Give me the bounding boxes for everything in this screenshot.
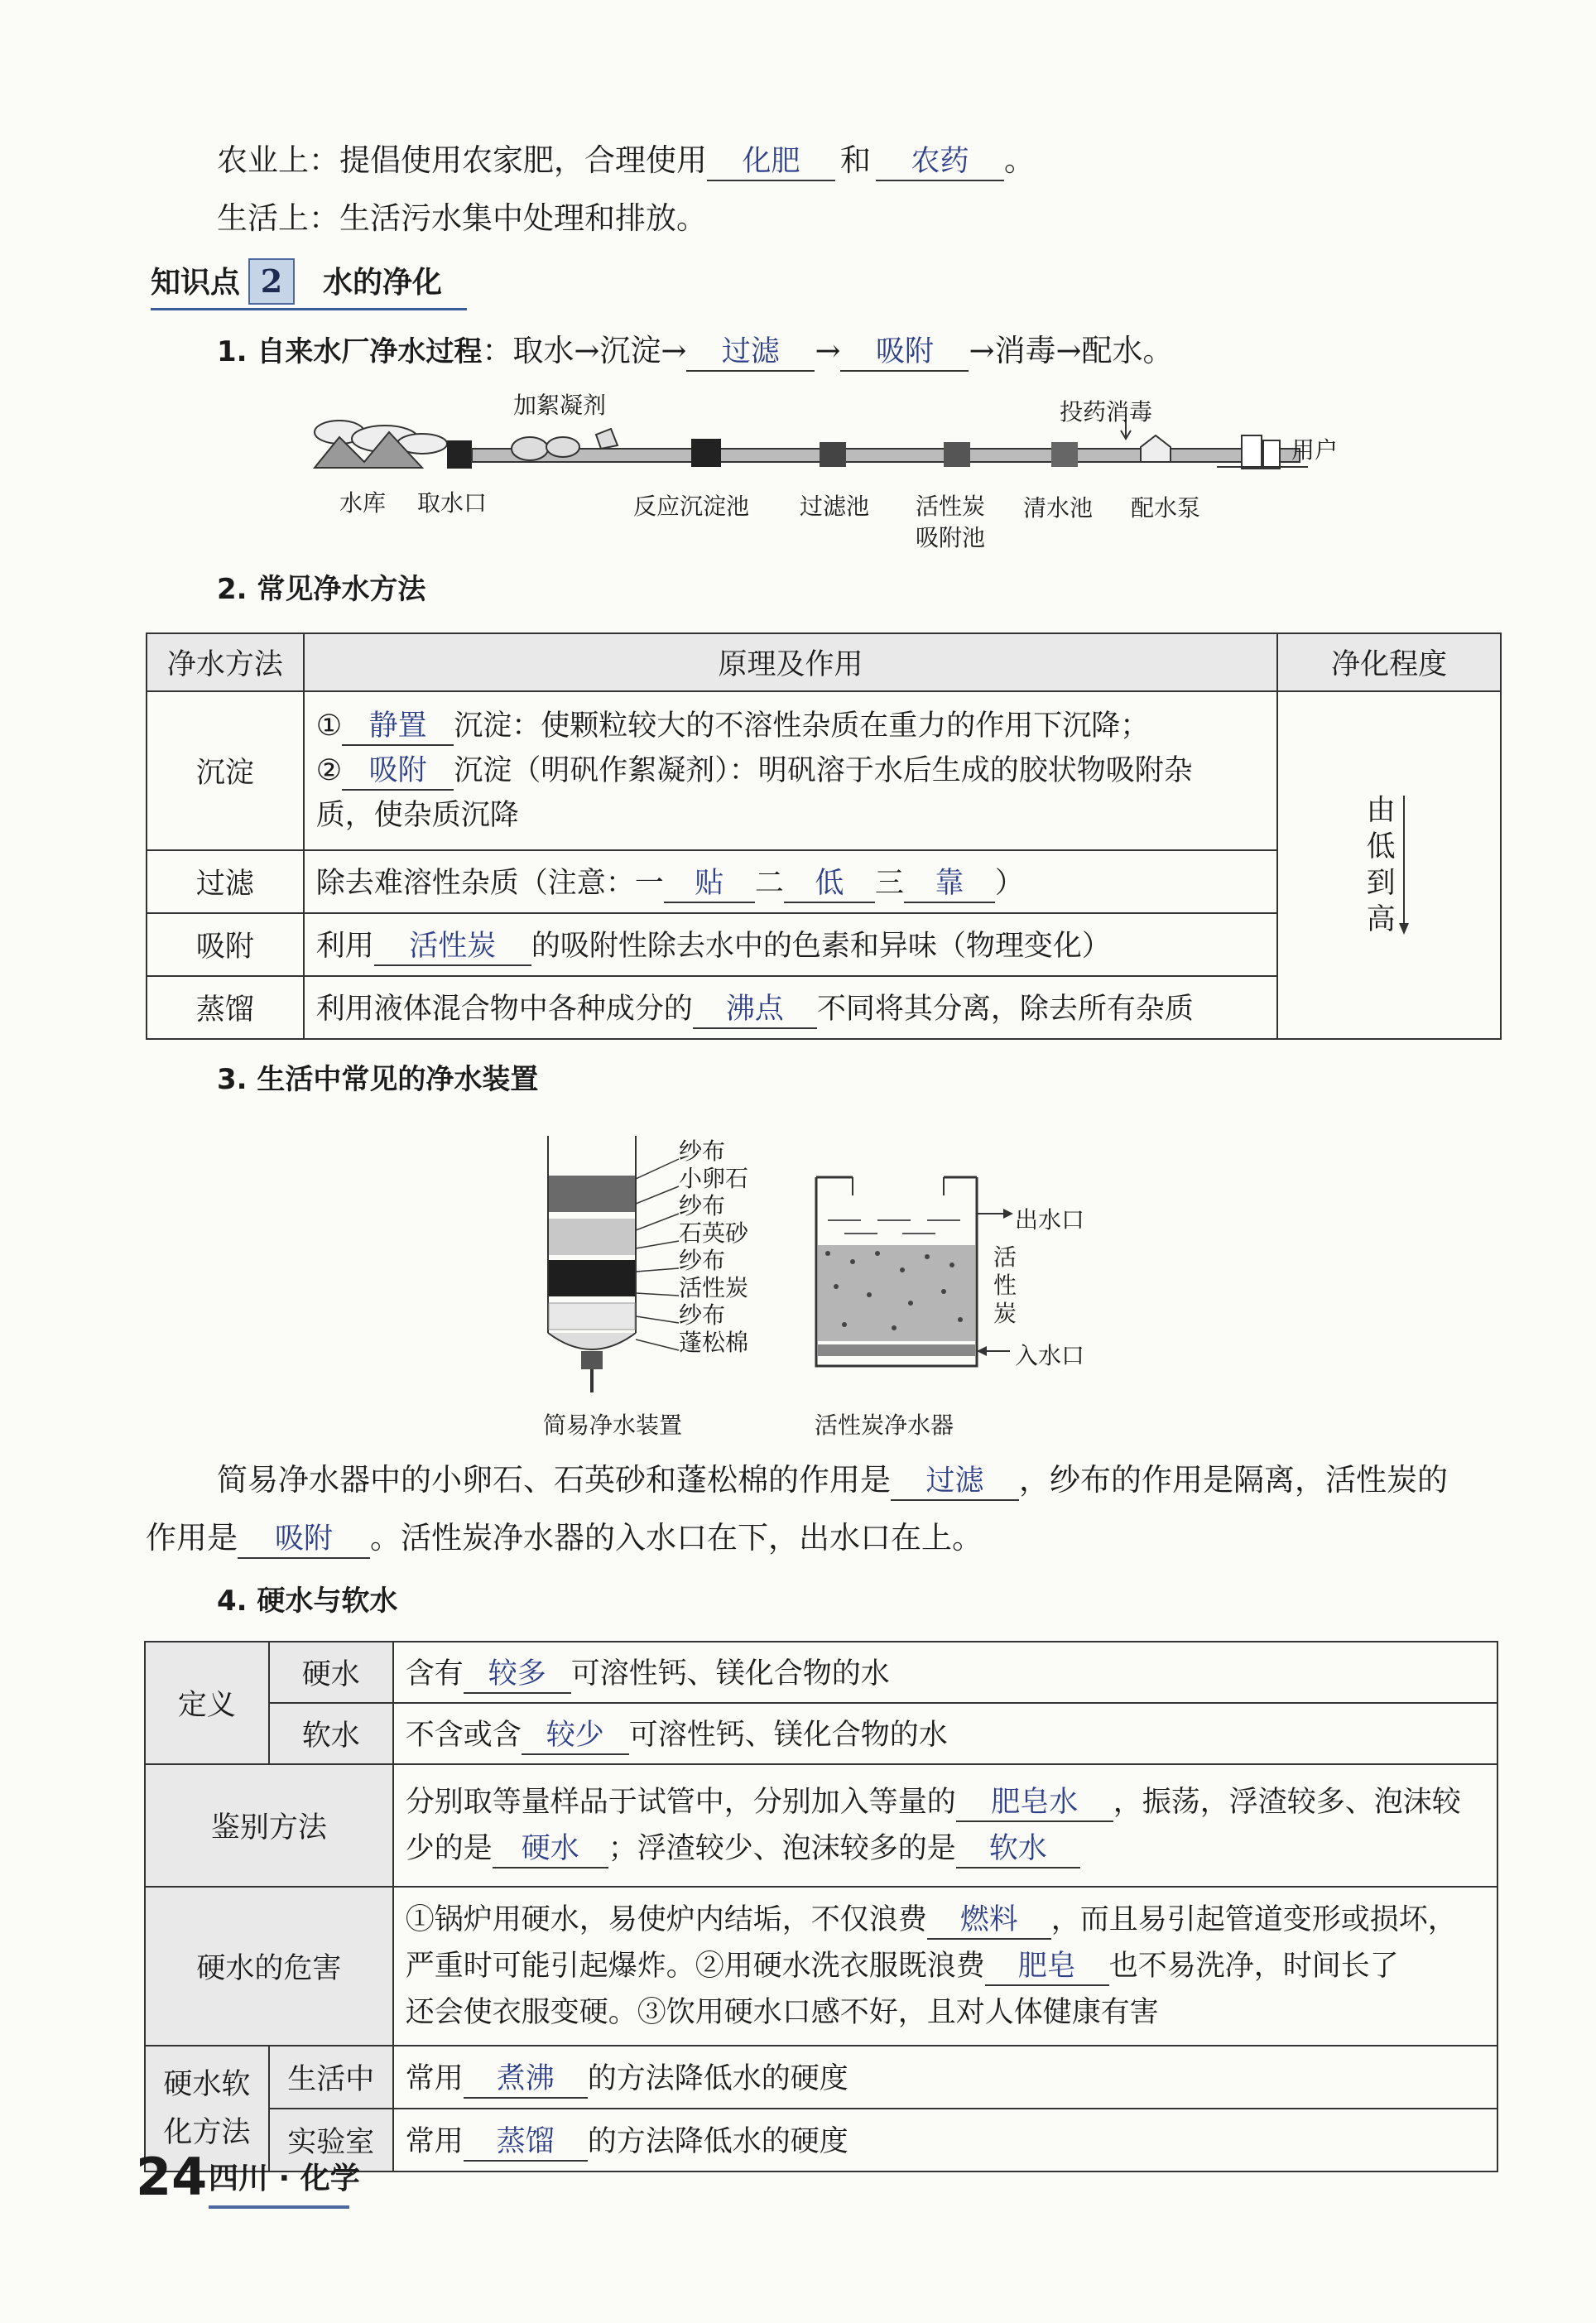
s3-para-1: 简易净水器中的小卵石、石英砂和蓬松棉的作用是 过滤 ，纱布的作用是隔离，活性炭的 (217, 1459, 1448, 1502)
footer-underline (209, 2205, 349, 2209)
method-sediment: 沉淀 (147, 691, 304, 850)
soft-label: 软水 (269, 1703, 393, 1764)
reservoir-icon (315, 421, 447, 468)
degree-cell: 由 低 到 高 (1277, 691, 1501, 1039)
answer-blank: 过滤 (891, 1463, 1019, 1501)
arrow-down-icon (1396, 792, 1412, 938)
label-flocculant: 加絮凝剂 (513, 392, 607, 419)
principle-sediment: ① 静置 沉淀：使颗粒较大的不溶性杂质在重力的作用下沉降； ② 吸附 沉淀（明矾作絮凝剂）：明矾溶于水后生成的胶状物吸附杂 质，使杂质沉降 (304, 691, 1277, 850)
ident-content: 分别取等量样品于试管中，分别加入等量的 肥皂水 ，振荡，浮渣较多、泡沫较 少的是 硬水 ；浮渣较少、泡沫较多的是 软水 (393, 1764, 1497, 1887)
answer-blank: 肥皂 (985, 1948, 1109, 1986)
soft-method-label: 硬水软 化方法 (145, 2046, 269, 2172)
s1-line: 1. 自来水厂净水过程：取水→沉淀→ 过滤 → 吸附 →消毒→配水。 (217, 329, 1173, 373)
section-header (151, 258, 467, 310)
answer-blank: 煮沸 (464, 2061, 588, 2099)
s2-heading: 2. 常见净水方法 (217, 573, 426, 606)
label-user: 用户 (1291, 436, 1339, 464)
label-clear: 清水池 (1023, 494, 1094, 522)
method-distill: 蒸馏 (147, 976, 304, 1039)
answer-blank: 活性炭 (374, 928, 531, 966)
agriculture-line: 农业上：提倡使用农家肥，合理使用 化肥 和 农药 。 (217, 139, 1035, 182)
header-degree: 净化程度 (1277, 633, 1501, 691)
label-pump: 配水泵 (1131, 494, 1201, 522)
answer-blank: 沸点 (693, 991, 817, 1029)
answer-blank: 吸附 (238, 1521, 370, 1559)
daily-label: 生活中 (269, 2046, 393, 2109)
label-carbon-vertical: 活 性 炭 (993, 1243, 1017, 1327)
filter-tank-icon (820, 442, 846, 467)
page-number: 24 (136, 2147, 208, 2207)
intake-icon (447, 440, 472, 469)
s1-heading: 1. 自来水厂净水过程 (217, 335, 483, 368)
harm-content: ①锅炉用硬水，易使炉内结垢，不仅浪费 燃料 ，而且易引起管道变形或损坏， 严重时可能引起爆炸。②用硬水洗衣服既浪费 肥皂 也不易洗净，时间长了 还会使衣服变硬。③饮用硬水口感不好，且对人体健康有害 (393, 1887, 1497, 2046)
footer-title: 四川 · 化学 (209, 2162, 360, 2196)
answer-blank: 过滤 (686, 334, 815, 372)
answer-blank: 硬水 (493, 1830, 608, 1868)
label-sediment: 反应沉淀池 (633, 493, 750, 520)
ident-label: 鉴别方法 (145, 1764, 393, 1887)
answer-blank: 吸附 (342, 753, 454, 791)
answer-blank: 较少 (522, 1717, 629, 1755)
lab-content: 常用 蒸馏 的方法降低水的硬度 (393, 2109, 1497, 2172)
label-filter: 过滤池 (800, 493, 870, 520)
header-principle: 原理及作用 (304, 633, 1277, 691)
label-carbon: 活性炭 (916, 493, 986, 520)
section-number: 2 (248, 258, 295, 305)
daily-content: 常用 煮沸 的方法降低水的硬度 (393, 2046, 1497, 2109)
header-method: 净水方法 (147, 633, 304, 691)
label-adsorb-tank: 吸附池 (916, 524, 986, 551)
carbon-tank-icon (944, 442, 970, 467)
carbon-filter-diagram (811, 1171, 1018, 1374)
hard-label: 硬水 (269, 1642, 393, 1703)
s4-heading: 4. 硬水与软水 (217, 1585, 398, 1618)
s3-para-2: 作用是 吸附 。活性炭净水器的入水口在下，出水口在上。 (146, 1517, 983, 1560)
harm-label: 硬水的危害 (145, 1887, 393, 2046)
answer-blank: 吸附 (840, 334, 969, 372)
water-plant-diagram (306, 389, 1366, 555)
caption-carbon: 活性炭净水器 (815, 1412, 954, 1439)
s3-heading: 3. 生活中常见的净水装置 (217, 1063, 539, 1096)
pipe (472, 449, 1300, 462)
principle-filter: 除去难溶性杂质（注意：一 贴 二 低 三 靠 ） (304, 850, 1277, 913)
label-outlet: 出水口 (1015, 1206, 1085, 1234)
lab-label: 实验室 (269, 2109, 393, 2172)
principle-distill: 利用液体混合物中各种成分的 沸点 不同将其分离，除去所有杂质 (304, 976, 1277, 1039)
answer-blank: 静置 (342, 708, 454, 746)
pump-house-icon (1141, 435, 1171, 462)
answer-blank: 靠 (904, 865, 995, 903)
label-intake: 取水口 (417, 489, 488, 517)
method-adsorb: 吸附 (147, 913, 304, 976)
methods-table (146, 632, 1502, 1040)
method-filter: 过滤 (147, 850, 304, 913)
simple-filter-diagram (530, 1134, 637, 1399)
answer-blank: 软水 (956, 1830, 1080, 1868)
answer-blank: 肥皂水 (956, 1784, 1113, 1822)
answer-blank: 蒸馏 (464, 2123, 588, 2162)
caption-simple: 简易净水装置 (543, 1412, 683, 1439)
label-reservoir: 水库 (339, 489, 387, 517)
def-label: 定义 (145, 1642, 269, 1764)
principle-adsorb: 利用 活性炭 的吸附性除去水中的色素和异味（物理变化） (304, 913, 1277, 976)
sediment-tank-icon (691, 439, 721, 467)
section-title: 水的净化 (323, 266, 443, 300)
label-inlet: 入水口 (1015, 1342, 1085, 1369)
soft-def: 不含或含 较少 可溶性钙、镁化合物的水 (393, 1703, 1497, 1764)
answer-blank: 燃料 (927, 1902, 1051, 1940)
answer-blank: 农药 (876, 143, 1004, 181)
clear-tank-icon (1051, 442, 1078, 467)
hard-soft-table (144, 1641, 1498, 2172)
filter-leader-lines (636, 1151, 682, 1374)
filter-layer-labels: 纱布 小卵石 纱布 石英砂 纱布 活性炭 纱布 蓬松棉 (679, 1137, 749, 1356)
section-label: 知识点 (151, 266, 241, 300)
answer-blank: 较多 (464, 1656, 571, 1694)
life-line: 生活上：生活污水集中处理和排放。 (217, 200, 707, 236)
hard-def: 含有 较多 可溶性钙、镁化合物的水 (393, 1642, 1497, 1703)
answer-blank: 化肥 (707, 143, 835, 181)
answer-blank: 低 (784, 865, 875, 903)
answer-blank: 贴 (664, 865, 755, 903)
label-disinfect: 投药消毒 (1060, 398, 1153, 426)
